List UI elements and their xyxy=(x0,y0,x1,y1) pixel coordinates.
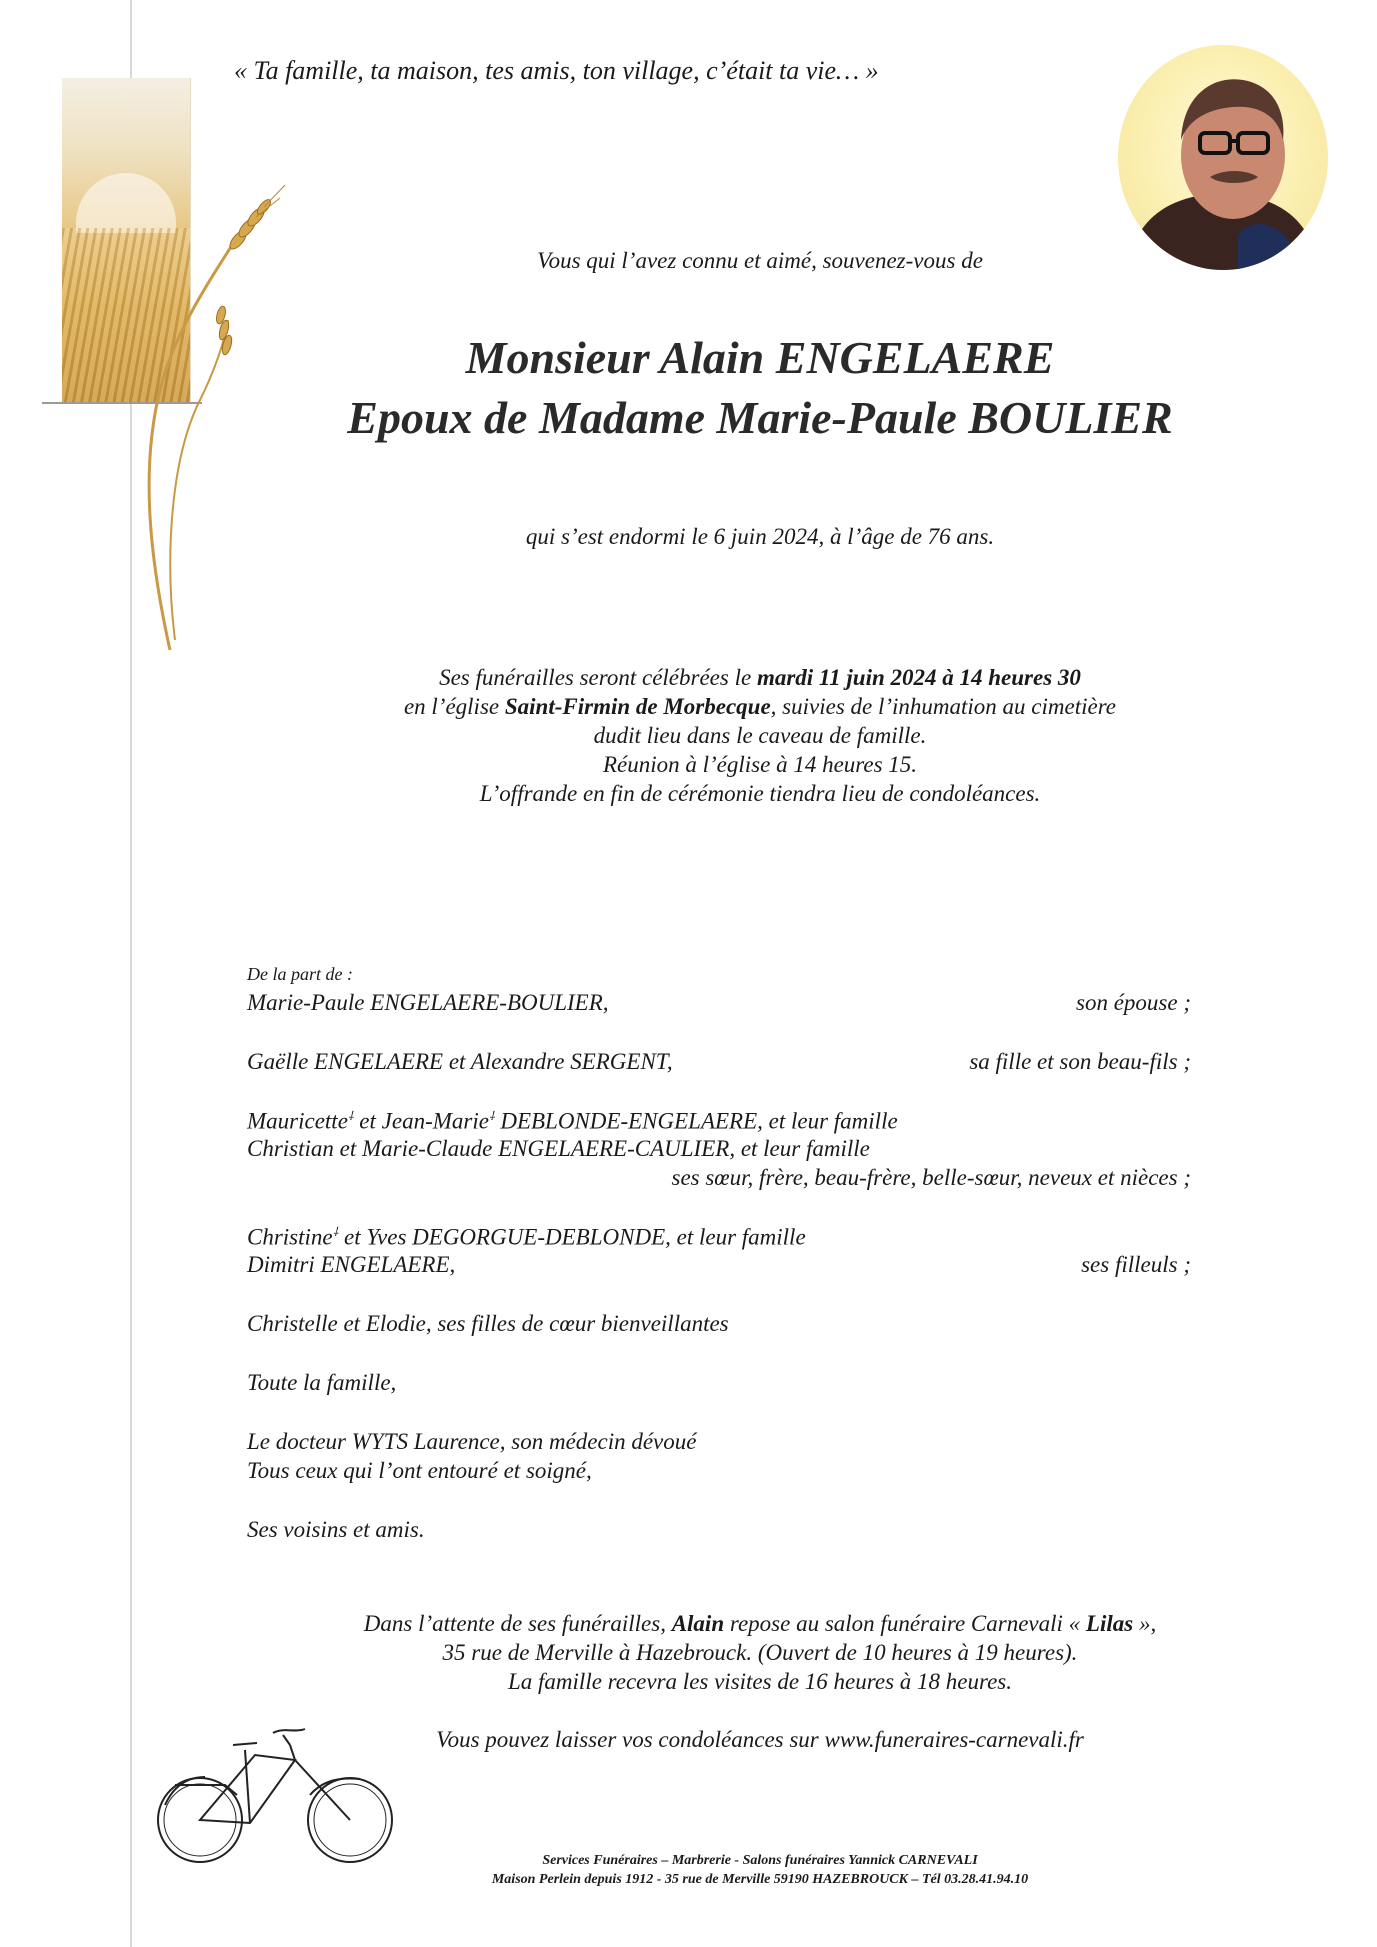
wheat-stem-icon xyxy=(0,0,300,660)
salon-text: Dans l’attente de ses funérailles, xyxy=(363,1611,672,1636)
family-doctor: Le docteur WYTS Laurence, son médecin dévoué xyxy=(247,1429,697,1454)
first-name: Alain xyxy=(671,1611,725,1636)
portrait-photo xyxy=(1118,45,1328,270)
relation-daughter: sa fille et son beau-fils ; xyxy=(969,1049,1191,1074)
family-godchildren-2: Dimitri ENGELAERE, xyxy=(247,1252,456,1277)
condolences-line: Vous pouvez laisser vos condoléances sur www.funeraires-carnevali.fr xyxy=(436,1727,1084,1752)
salon-line-3: La famille recevra les visites de 16 heures à 18 heures. xyxy=(508,1669,1012,1694)
funeral-line-4: Réunion à l’église à 14 heures 15. xyxy=(602,752,918,777)
opening-quote: « Ta famille, ta maison, tes amis, ton village, c’était ta vie… » xyxy=(234,56,879,85)
family-hearts-daughters: Christelle et Elodie, ses filles de cœur bienveillantes xyxy=(247,1311,729,1336)
funeral-text: Ses funérailles seront célébrées le xyxy=(439,665,757,690)
family-all: Toute la famille, xyxy=(247,1370,397,1395)
church-name: Saint-Firmin de Morbecque xyxy=(504,694,771,719)
family-neighbours: Ses voisins et amis. xyxy=(247,1517,425,1542)
salon-text: repose au salon funéraire Carnevali « xyxy=(724,1611,1086,1636)
sibling-name: Mauricette xyxy=(247,1108,348,1134)
family-daughter: Gaëlle ENGELAERE et Alexandre SERGENT, xyxy=(247,1049,673,1074)
godchild-name: et Yves DEGORGUE-DEBLONDE, et leur famille xyxy=(338,1224,806,1250)
relation-siblings: ses sœur, frère, beau-frère, belle-sœur, neveux et nièces ; xyxy=(671,1165,1191,1190)
family-siblings-1 xyxy=(247,1107,898,1135)
cross-icon: ⸸ xyxy=(332,1225,339,1239)
salon-room: Lilas xyxy=(1085,1611,1134,1636)
sibling-name: DEBLONDE-ENGELAERE, et leur famille xyxy=(494,1108,898,1134)
funeral-line-5: L’offrande en fin de cérémonie tiendra lieu de condoléances. xyxy=(479,781,1041,806)
salon-line-1 xyxy=(0,1611,1377,1637)
family-spouse: Marie-Paule ENGELAERE-BOULIER, xyxy=(247,990,609,1015)
funeral-text: en l’église xyxy=(403,694,505,719)
relation-spouse: son épouse ; xyxy=(1076,990,1191,1015)
family-siblings-2: Christian et Marie-Claude ENGELAERE-CAULIER, et leur famille xyxy=(247,1136,870,1161)
salon-text: », xyxy=(1133,1611,1157,1636)
salon-line-2: 35 rue de Merville à Hazebrouck. (Ouvert de 10 heures à 19 heures). xyxy=(442,1640,1078,1665)
funeral-line-3: dudit lieu dans le caveau de famille. xyxy=(593,723,927,748)
funeral-text: , suivies de l’inhumation au cimetière xyxy=(770,694,1117,719)
deceased-name: Monsieur Alain ENGELAERE xyxy=(465,332,1055,383)
death-announcement: qui s’est endormi le 6 juin 2024, à l’âge de 76 ans. xyxy=(525,524,995,549)
sibling-name: et Jean-Marie xyxy=(353,1108,489,1134)
funeral-date: mardi 11 juin 2024 à 14 heures 30 xyxy=(756,665,1081,690)
family-godchildren-1 xyxy=(247,1223,806,1251)
footer-line-2: Maison Perlein depuis 1912 - 35 rue de Merville 59190 HAZEBROUCK – Tél 03.28.41.94.10 xyxy=(491,1872,1029,1887)
family-carers: Tous ceux qui l’ont entouré et soigné, xyxy=(247,1458,592,1483)
footer-line-1: Services Funéraires – Marbrerie - Salons funéraires Yannick CARNEVALI xyxy=(542,1853,978,1868)
cross-icon: ⸸ xyxy=(347,1109,354,1123)
bicycle-illustration xyxy=(155,1705,400,1875)
relation-godchildren: ses filleuls ; xyxy=(1081,1252,1191,1277)
funeral-line-2 xyxy=(0,694,1377,720)
intro-line: Vous qui l’avez connu et aimé, souvenez-vous de xyxy=(537,248,983,273)
funeral-line-1 xyxy=(0,665,1377,691)
spouse-line: Epoux de Madame Marie-Paule BOULIER xyxy=(347,392,1173,443)
godchild-name: Christine xyxy=(247,1224,333,1250)
cross-icon: ⸸ xyxy=(488,1109,495,1123)
from-label: De la part de : xyxy=(247,964,353,984)
